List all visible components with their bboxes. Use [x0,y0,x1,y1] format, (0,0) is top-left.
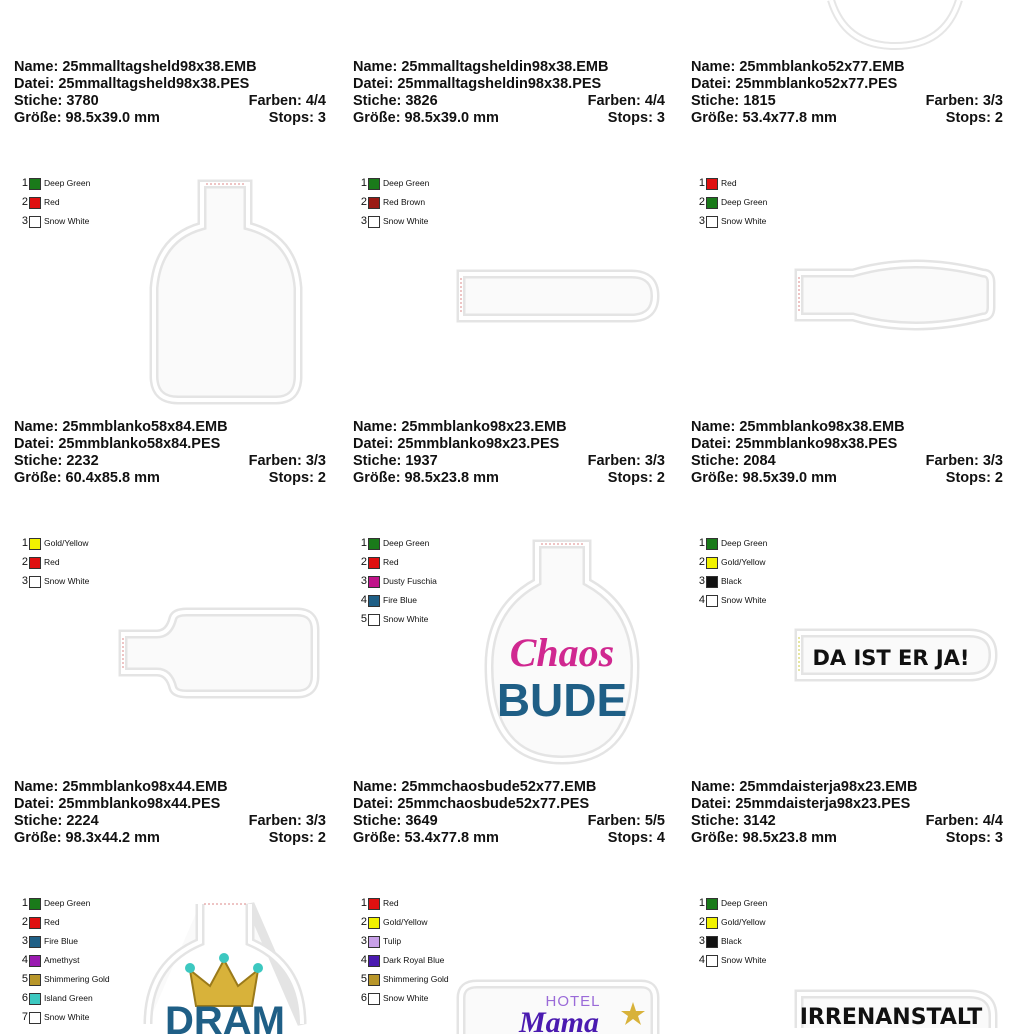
legend-number: 2 [698,556,705,568]
legend-label: Red Brown [383,197,426,207]
datei-line [14,436,326,453]
stops-value: Stops: 2 [945,110,1003,126]
legend-label: Deep Green [383,538,430,548]
name-line [14,419,326,436]
legend-number: 4 [698,954,705,966]
legend-number: 4 [21,954,28,966]
legend-item [20,951,110,970]
legend-number: 3 [21,575,28,587]
legend-label: Gold/Yellow [383,917,428,927]
stiche-farben-line [353,93,665,110]
legend-number: 5 [360,613,367,625]
legend-item [20,1008,110,1027]
datei-value: Datei: 25mmdaisterja98x23.PES [691,796,911,812]
groesse-stops-line [14,470,326,487]
name-value: Name: 25mmblanko98x38.EMB [691,419,905,435]
stiche-value: Stiche: 2224 [14,813,99,829]
name-line [353,779,665,796]
legend-number: 6 [21,992,28,1004]
legend-number: 3 [698,575,705,587]
farben-value: Farben: 4/4 [925,813,1003,829]
da-ist-er-ja-strap-shape [793,627,1003,683]
legend-number: 2 [698,196,705,208]
legend-number: 5 [21,973,28,985]
farben-value: Farben: 3/3 [248,453,326,469]
groesse-stops-line [353,830,665,847]
legend-label: Snow White [44,576,90,586]
groesse-value: Größe: 60.4x85.8 mm [14,470,160,486]
color-swatch [29,557,41,569]
groesse-value: Größe: 53.4x77.8 mm [353,830,499,846]
name-line [691,779,1003,796]
legend-number: 1 [360,537,367,549]
name-value: Name: 25mmchaosbude52x77.EMB [353,779,597,795]
legend-label: Snow White [721,595,767,605]
name-line [353,59,665,76]
color-swatch [368,216,380,228]
legend-number: 1 [360,177,367,189]
stiche-farben-line [353,813,665,830]
irrenanstalt-strap-shape [793,988,1003,1028]
color-legend [20,894,110,1027]
color-swatch [368,917,380,929]
datei-line [691,76,1003,93]
stiche-farben-line [14,453,326,470]
chaos-bude-tag-shape [477,538,647,768]
farben-value: Farben: 3/3 [925,93,1003,109]
legend-number: 1 [698,897,705,909]
legend-item [20,913,110,932]
color-swatch [29,898,41,910]
stops-value: Stops: 2 [268,830,326,846]
color-swatch [29,974,41,986]
legend-label: Red [383,898,399,908]
legend-item [697,572,767,591]
legend-number: 2 [21,196,28,208]
legend-label: Red [44,197,60,207]
legend-item [697,591,767,610]
legend-label: Gold/Yellow [721,557,766,567]
stops-value: Stops: 3 [607,110,665,126]
legend-number: 1 [21,537,28,549]
color-legend [20,534,89,591]
color-swatch [368,614,380,626]
color-swatch [29,917,41,929]
legend-label: Snow White [721,955,767,965]
legend-item [697,534,767,553]
legend-label: Tulip [383,936,402,946]
name-value: Name: 25mmalltagsheld98x38.EMB [14,59,257,75]
datei-line [353,76,665,93]
legend-label: Red [721,178,737,188]
legend-number: 7 [21,1011,28,1023]
legend-item [359,534,437,553]
legend-number: 3 [698,935,705,947]
color-legend [359,534,437,629]
stiche-value: Stiche: 2232 [14,453,99,469]
groesse-stops-line [691,110,1003,127]
datei-value: Datei: 25mmalltagsheldin98x38.PES [353,76,602,92]
color-swatch [706,576,718,588]
legend-label: Black [721,936,742,946]
name-value: Name: 25mmblanko58x84.EMB [14,419,228,435]
chaos-design-text: Chaos [509,630,615,675]
legend-item [697,212,767,231]
legend-label: Snow White [44,1012,90,1022]
groesse-value: Größe: 98.5x39.0 mm [353,110,499,126]
color-swatch [29,216,41,228]
legend-item [20,212,90,231]
color-swatch [706,955,718,967]
legend-item [20,553,89,572]
groesse-stops-line [353,470,665,487]
groesse-value: Größe: 98.3x44.2 mm [14,830,160,846]
color-swatch [706,936,718,948]
stops-value: Stops: 3 [945,830,1003,846]
legend-item [359,894,449,913]
color-swatch [368,557,380,569]
legend-label: Snow White [383,614,429,624]
legend-item [20,193,90,212]
design-info-block [691,419,1003,487]
name-value: Name: 25mmblanko52x77.EMB [691,59,905,75]
datei-line [353,436,665,453]
legend-item [359,932,449,951]
name-line [14,59,326,76]
legend-item [20,932,110,951]
color-swatch [706,898,718,910]
legend-label: Deep Green [721,898,768,908]
name-value: Name: 25mmblanko98x44.EMB [14,779,228,795]
hotel-mama-tag-shape [455,976,665,1036]
legend-label: Deep Green [383,178,430,188]
stiche-farben-line [691,453,1003,470]
legend-label: Red [44,917,60,927]
color-swatch [29,1012,41,1024]
color-swatch [706,178,718,190]
color-swatch [368,974,380,986]
legend-number: 4 [360,954,367,966]
color-swatch [368,898,380,910]
farben-value: Farben: 4/4 [587,93,665,109]
groesse-value: Größe: 53.4x77.8 mm [691,110,837,126]
datei-line [353,796,665,813]
stops-value: Stops: 2 [945,470,1003,486]
legend-item [359,913,449,932]
legend-label: Snow White [44,216,90,226]
legend-number: 2 [21,916,28,928]
bottle-outline-shape [140,178,310,408]
legend-label: Fire Blue [44,936,79,946]
color-swatch [368,538,380,550]
stiche-farben-line [353,453,665,470]
datei-value: Datei: 25mmblanko52x77.PES [691,76,898,92]
legend-item [697,193,767,212]
legend-label: Red [44,557,60,567]
groesse-stops-line [691,830,1003,847]
datei-line [14,796,326,813]
color-swatch [368,936,380,948]
color-legend [697,894,767,970]
legend-item [20,534,89,553]
color-swatch [29,538,41,550]
name-line [14,779,326,796]
color-legend [20,174,90,231]
color-swatch [29,576,41,588]
design-info-block [353,59,665,127]
color-legend [359,174,429,231]
legend-label: Island Green [44,993,93,1003]
legend-item [359,572,437,591]
legend-number: 3 [21,935,28,947]
mama-design-text: Mama [518,1006,600,1036]
farben-value: Farben: 5/5 [587,813,665,829]
legend-number: 1 [21,177,28,189]
legend-item [697,894,767,913]
legend-label: Shimmering Gold [44,974,110,984]
stiche-farben-line [14,93,326,110]
design-info-block [14,59,326,127]
stops-value: Stops: 2 [268,470,326,486]
color-legend [697,174,767,231]
color-swatch [368,993,380,1005]
drama-design-text: DRAM [165,999,285,1036]
groesse-stops-line [14,830,326,847]
label-strap-outline-shape [793,255,1003,337]
legend-item [697,951,767,970]
groesse-value: Größe: 98.5x23.8 mm [691,830,837,846]
groesse-value: Größe: 98.5x39.0 mm [691,470,837,486]
datei-value: Datei: 25mmblanko98x44.PES [14,796,221,812]
design-info-block [353,779,665,847]
farben-value: Farben: 4/4 [248,93,326,109]
name-value: Name: 25mmalltagsheldin98x38.EMB [353,59,609,75]
farben-value: Farben: 3/3 [925,453,1003,469]
legend-label: Deep Green [44,178,91,188]
legend-number: 2 [21,556,28,568]
legend-item [697,932,767,951]
color-swatch [706,216,718,228]
design-info-block [691,59,1003,127]
legend-number: 2 [360,556,367,568]
groesse-value: Größe: 98.5x39.0 mm [14,110,160,126]
name-value: Name: 25mmblanko98x23.EMB [353,419,567,435]
stiche-value: Stiche: 3826 [353,93,438,109]
legend-item [20,174,90,193]
groesse-stops-line [353,110,665,127]
legend-item [359,610,437,629]
legend-item [20,989,110,1008]
legend-item [697,553,767,572]
legend-number: 1 [698,537,705,549]
stiche-value: Stiche: 1815 [691,93,776,109]
legend-label: Dark Royal Blue [383,955,445,965]
legend-label: Amethyst [44,955,80,965]
datei-value: Datei: 25mmblanko98x23.PES [353,436,560,452]
legend-number: 3 [698,215,705,227]
legend-number: 1 [698,177,705,189]
legend-item [359,553,437,572]
groesse-stops-line [14,110,326,127]
legend-item [359,212,429,231]
color-swatch [368,576,380,588]
legend-item [359,970,449,989]
legend-number: 1 [360,897,367,909]
datei-value: Datei: 25mmblanko58x84.PES [14,436,221,452]
stiche-value: Stiche: 3780 [14,93,99,109]
color-swatch [706,557,718,569]
color-swatch [29,955,41,967]
stops-value: Stops: 2 [607,470,665,486]
stiche-farben-line [691,813,1003,830]
groesse-stops-line [691,470,1003,487]
design-info-block [691,779,1003,847]
design-info-block [14,419,326,487]
long-strap-outline-shape [455,268,665,324]
legend-label: Black [721,576,742,586]
legend-label: Snow White [721,216,767,226]
stops-value: Stops: 4 [607,830,665,846]
datei-value: Datei: 25mmchaosbude52x77.PES [353,796,590,812]
color-swatch [29,197,41,209]
color-swatch [368,595,380,607]
bude-design-text: BUDE [496,674,628,726]
legend-number: 1 [21,897,28,909]
legend-label: Deep Green [721,538,768,548]
stiche-value: Stiche: 2084 [691,453,776,469]
name-line [691,419,1003,436]
design-info-block [353,419,665,487]
color-legend [359,894,449,1008]
legend-item [20,970,110,989]
name-line [691,59,1003,76]
datei-line [14,76,326,93]
color-swatch [706,197,718,209]
legend-number: 4 [360,594,367,606]
legend-label: Deep Green [721,197,768,207]
datei-value: Datei: 25mmalltagsheld98x38.PES [14,76,250,92]
legend-label: Fire Blue [383,595,418,605]
datei-line [691,796,1003,813]
stiche-value: Stiche: 3649 [353,813,438,829]
legend-item [697,174,767,193]
irrenanstalt-design-text: IRRENANSTALT [799,1005,983,1030]
legend-item [697,913,767,932]
legend-number: 2 [360,196,367,208]
color-legend [697,534,767,610]
design-info-block [14,779,326,847]
hotel-design-text: HOTEL [545,993,601,1010]
legend-label: Shimmering Gold [383,974,449,984]
datei-line [691,436,1003,453]
color-swatch [29,936,41,948]
name-value: Name: 25mmdaisterja98x23.EMB [691,779,918,795]
color-swatch [368,955,380,967]
legend-number: 3 [21,215,28,227]
legend-label: Snow White [383,216,429,226]
legend-item [20,572,89,591]
legend-item [359,951,449,970]
legend-label: Gold/Yellow [44,538,89,548]
farben-value: Farben: 3/3 [248,813,326,829]
legend-label: Dusty Fuschia [383,576,437,586]
legend-number: 6 [360,992,367,1004]
color-swatch [706,917,718,929]
legend-number: 2 [698,916,705,928]
stiche-value: Stiche: 3142 [691,813,776,829]
legend-item [20,894,110,913]
stiche-farben-line [14,813,326,830]
stiche-value: Stiche: 1937 [353,453,438,469]
legend-label: Snow White [383,993,429,1003]
stops-value: Stops: 3 [268,110,326,126]
legend-label: Gold/Yellow [721,917,766,927]
legend-item [359,591,437,610]
color-swatch [706,538,718,550]
color-swatch [29,993,41,1005]
legend-item [359,174,429,193]
legend-item [359,989,449,1008]
stiche-farben-line [691,93,1003,110]
legend-number: 4 [698,594,705,606]
small-bottle-strap-outline-shape [117,606,327,702]
legend-number: 2 [360,916,367,928]
groesse-value: Größe: 98.5x23.8 mm [353,470,499,486]
datei-value: Datei: 25mmblanko98x38.PES [691,436,898,452]
legend-number: 3 [360,935,367,947]
legend-label: Red [383,557,399,567]
color-swatch [29,178,41,190]
drama-tag-shape [140,898,310,1036]
legend-item [359,193,429,212]
farben-value: Farben: 3/3 [587,453,665,469]
legend-number: 3 [360,575,367,587]
legend-label: Deep Green [44,898,91,908]
da-ist-er-ja-design-text: DA IST ER JA! [812,646,970,670]
color-swatch [368,197,380,209]
name-line [353,419,665,436]
color-swatch [706,595,718,607]
ring-shape-top-right [825,0,965,50]
legend-number: 5 [360,973,367,985]
legend-number: 3 [360,215,367,227]
color-swatch [368,178,380,190]
